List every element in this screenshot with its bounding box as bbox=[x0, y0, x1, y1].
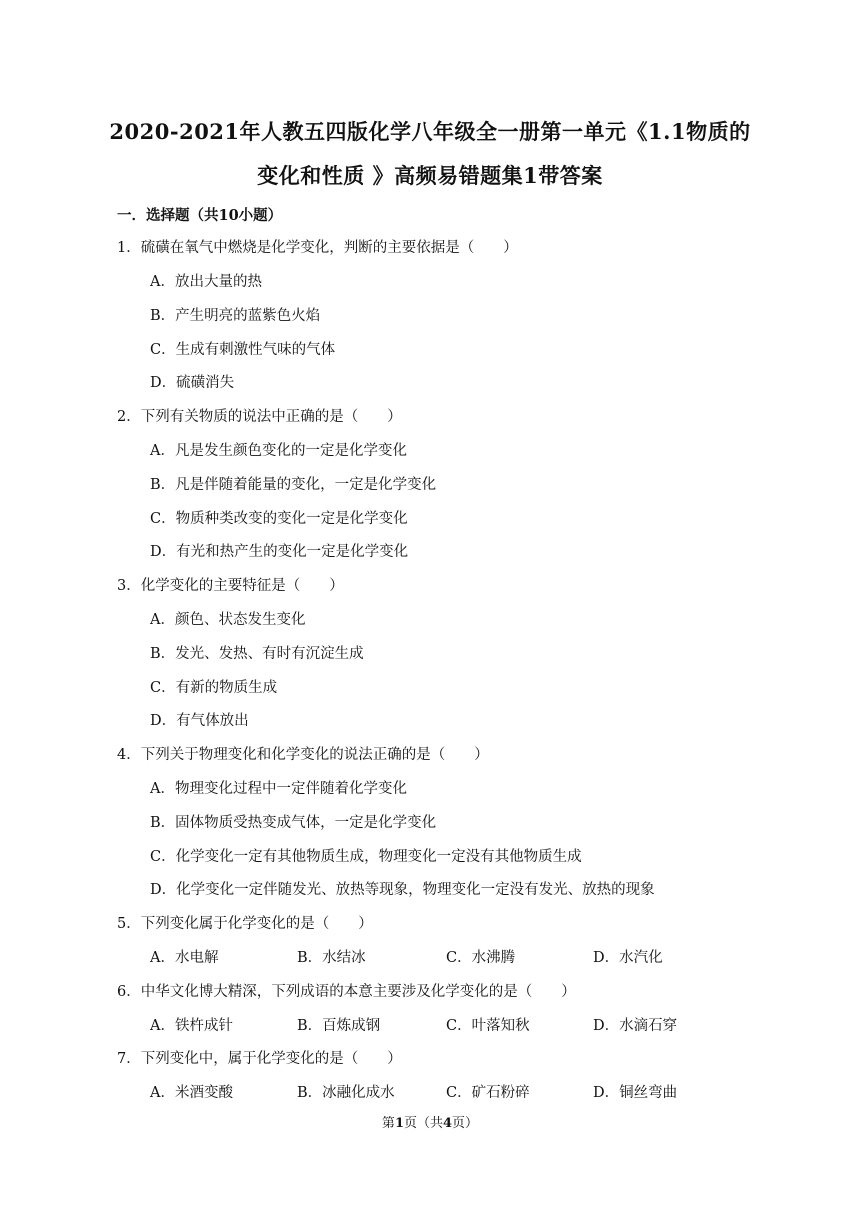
question-5-option-a: A．水电解 bbox=[150, 950, 219, 966]
question-3-option-b: B．发光、发热、有时有沉淀生成 bbox=[150, 646, 364, 662]
footer-suffix: 页） bbox=[452, 1116, 479, 1131]
footer-prefix: 第 bbox=[381, 1116, 395, 1131]
question-7-option-a: A．米酒变酸 bbox=[150, 1085, 233, 1101]
question-7-option-c: C．矿石粉碎 bbox=[446, 1085, 530, 1101]
question-6-option-c: C．叶落知秋 bbox=[446, 1018, 530, 1034]
footer-total-pages: 4 bbox=[443, 1116, 453, 1131]
question-2-option-a: A．凡是发生颜色变化的一定是化学变化 bbox=[150, 443, 407, 459]
page-footer bbox=[0, 1112, 860, 1131]
question-7-option-b: B．冰融化成水 bbox=[297, 1085, 395, 1101]
question-5-stem: 5．下列变化属于化学变化的是（ ） bbox=[117, 916, 373, 932]
question-1-option-b: B．产生明亮的蓝紫色火焰 bbox=[150, 308, 321, 324]
question-4-option-b: B．固体物质受热变成气体，一定是化学变化 bbox=[150, 815, 437, 831]
question-6-option-b: B．百炼成钢 bbox=[297, 1018, 381, 1034]
document-title-line-2: 变化和性质 》高频易错题集1带答案 bbox=[257, 163, 603, 188]
question-3-option-a: A．颜色、状态发生变化 bbox=[150, 612, 306, 628]
question-4-stem: 4．下列关于物理变化和化学变化的说法正确的是（ ） bbox=[117, 747, 489, 763]
question-5-option-b: B．水结冰 bbox=[297, 950, 366, 966]
question-4-option-d: D．化学变化一定伴随发光、放热等现象，物理变化一定没有发光、放热的现象 bbox=[150, 882, 655, 898]
question-1-option-c: C．生成有刺激性气味的气体 bbox=[150, 342, 336, 358]
section-header: 一．选择题（共10小题） bbox=[117, 207, 283, 224]
question-2-option-b: B．凡是伴随着能量的变化，一定是化学变化 bbox=[150, 477, 437, 493]
question-5-option-d: D．水汽化 bbox=[593, 950, 663, 966]
question-3-stem: 3．化学变化的主要特征是（ ） bbox=[117, 578, 344, 594]
question-6-stem: 6．中华文化博大精深，下列成语的本意主要涉及化学变化的是（ ） bbox=[117, 984, 576, 1000]
question-5-option-c: C．水沸腾 bbox=[446, 950, 516, 966]
question-2-option-d: D．有光和热产生的变化一定是化学变化 bbox=[150, 544, 409, 560]
question-3-option-d: D．有气体放出 bbox=[150, 713, 249, 729]
question-7-option-d: D．铜丝弯曲 bbox=[593, 1085, 678, 1101]
footer-page-number: 1 bbox=[394, 1116, 404, 1131]
question-4-option-a: A．物理变化过程中一定伴随着化学变化 bbox=[150, 781, 407, 797]
question-7-stem: 7．下列变化中，属于化学变化的是（ ） bbox=[117, 1051, 402, 1067]
question-4-option-c: C．化学变化一定有其他物质生成，物理变化一定没有其他物质生成 bbox=[150, 849, 582, 865]
footer-middle: 页（共 bbox=[403, 1116, 443, 1131]
question-1-option-d: D．硫磺消失 bbox=[150, 375, 235, 391]
question-1-stem: 1．硫磺在氧气中燃烧是化学变化，判断的主要依据是（ ） bbox=[117, 240, 518, 256]
question-2-stem: 2．下列有关物质的说法中正确的是（ ） bbox=[117, 409, 402, 425]
question-3-option-c: C．有新的物质生成 bbox=[150, 680, 278, 696]
question-6-option-d: D．水滴石穿 bbox=[593, 1018, 678, 1034]
question-2-option-c: C．物质种类改变的变化一定是化学变化 bbox=[150, 511, 408, 527]
question-1-option-a: A．放出大量的热 bbox=[150, 274, 262, 290]
document-title-line-1: 2020-2021年人教五四版化学八年级全一册第一单元《1.1物质的 bbox=[109, 119, 751, 144]
question-6-option-a: A．铁杵成针 bbox=[150, 1018, 233, 1034]
